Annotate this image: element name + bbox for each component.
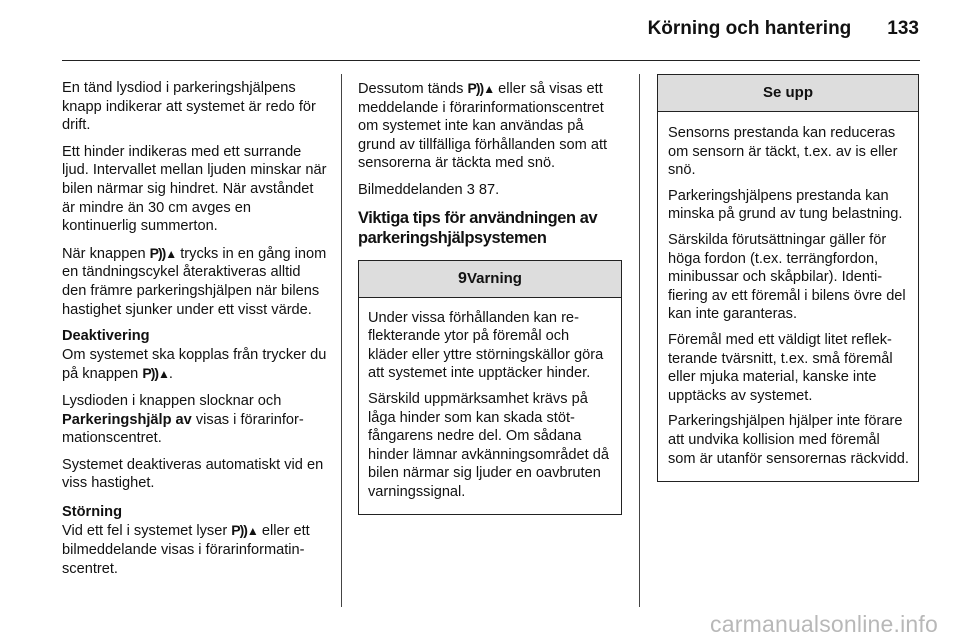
parking-assist-icon: P))▲ (142, 365, 169, 382)
paragraph-obstacle-sound: Ett hinder indikeras med ett surrande ljud. Intervallet mellan ljuden minskar när bilen närmar sig hindret. När avståndet är mindre än 30 cm avges en kontinuerlig summerton. (62, 143, 327, 235)
warning-box (358, 260, 622, 515)
column-divider-right (639, 74, 640, 607)
page-number: 133 (887, 18, 919, 39)
heading-deactivation: Deaktivering (62, 328, 150, 345)
caution-paragraph-small-objects: Föremål med ett väldigt litet reflekterande tvärsnitt, t.ex. små föremål eller mjuka material, kanske inte upptäcks av systemet. (668, 331, 893, 404)
caution-box-body (658, 112, 918, 481)
paragraph-deactivate-press: Om systemet ska kopplas från trycker du på knappen P))▲. (62, 346, 327, 383)
column-left (62, 79, 328, 586)
paragraph-led: En tänd lysdiod i parkeringshjälpens knapp indikerar att systemet är redo för drift. (62, 80, 316, 134)
column-divider-left (341, 74, 342, 607)
caution-paragraph-load: Parkeringshjälpens prestanda kan minska på grund av tung belastning. (668, 187, 903, 223)
paragraph-additional: Dessutom tänds P))▲ eller så visas ett meddelande i förarinformationscentret om systemet inte kan användas på grund av tillfälliga förhållanden som att sensorerna är täckta med snö. (358, 80, 608, 172)
page-title: Körning och hantering (647, 18, 852, 39)
watermark: carmanualsonline.info (710, 611, 938, 637)
caution-paragraph-high-vehicles: Särskilda förutsättningar gäller för höga fordon (t.ex. terrängfordon, minibussar och skåpbilar). Identifiering av ett föremål i bilens övre del kan inte garanteras. (668, 231, 906, 323)
warning-box-header (359, 261, 621, 298)
caution-box-header: Se upp (658, 75, 918, 112)
paragraph-fault: Vid ett fel i systemet lyser P))▲ eller ett bilmeddelande visas i förarinformatinscentret. (62, 522, 310, 577)
warning-box-body (359, 298, 621, 514)
paragraph-auto-deactivate: Systemet deaktiveras automatiskt vid en viss hastighet. (62, 456, 324, 492)
parking-assist-icon: P))▲ (149, 244, 177, 261)
header-rule (62, 60, 920, 61)
paragraph-led-off: Lysdioden i knappen slocknar och Parkeringshjälp av visas i förarinformationscentret. (62, 392, 304, 447)
paragraph-vehicle-messages: Bilmeddelanden 3 87. (358, 181, 500, 198)
heading-tips: Viktiga tips för användningen av parkeringshjälpsystemen (358, 208, 598, 247)
paragraph-reactivation: När knappen P))▲ trycks in en gång inom en tändningscykel återaktiveras alltid den främre parkeringshjälpen när bilens hastighet sjunker under ett visst värde. (62, 244, 327, 318)
caution-paragraph-range: Parkeringshjälpen hjälper inte förare att undvika kollision med föremål som är utanför sensorernas räckvidd. (668, 413, 909, 467)
page-reference-arrow-icon: 3 (466, 181, 475, 198)
warning-paragraph-reflective: Under vissa förhållanden kan reflekterande ytor på föremål och kläder eller yttre störningskällor göra att systemet inte upptäcker hinder. (368, 309, 604, 382)
page-header (0, 18, 919, 40)
column-middle (358, 79, 624, 515)
warning-triangle-icon: 9 (458, 269, 467, 287)
parking-assist-icon: P))▲ (467, 80, 495, 96)
heading-fault: Störning (62, 503, 122, 520)
warning-title: Varning (466, 269, 522, 287)
caution-paragraph-sensor: Sensorns prestanda kan reduceras om sensorn är täckt, t.ex. av is eller snö. (668, 125, 898, 179)
warning-paragraph-low-obstacles: Särskild uppmärksamhet krävs på låga hinder som kan skada stötfångarens nedre del. Om sådana hinder lämnar avkänningsområdet då bilen närmar sig ljuder en oavbruten varningssignal. (368, 390, 609, 500)
caution-box (657, 74, 919, 482)
display-message: Parkeringshjälp av (62, 411, 192, 428)
parking-assist-icon: P))▲ (231, 522, 258, 539)
